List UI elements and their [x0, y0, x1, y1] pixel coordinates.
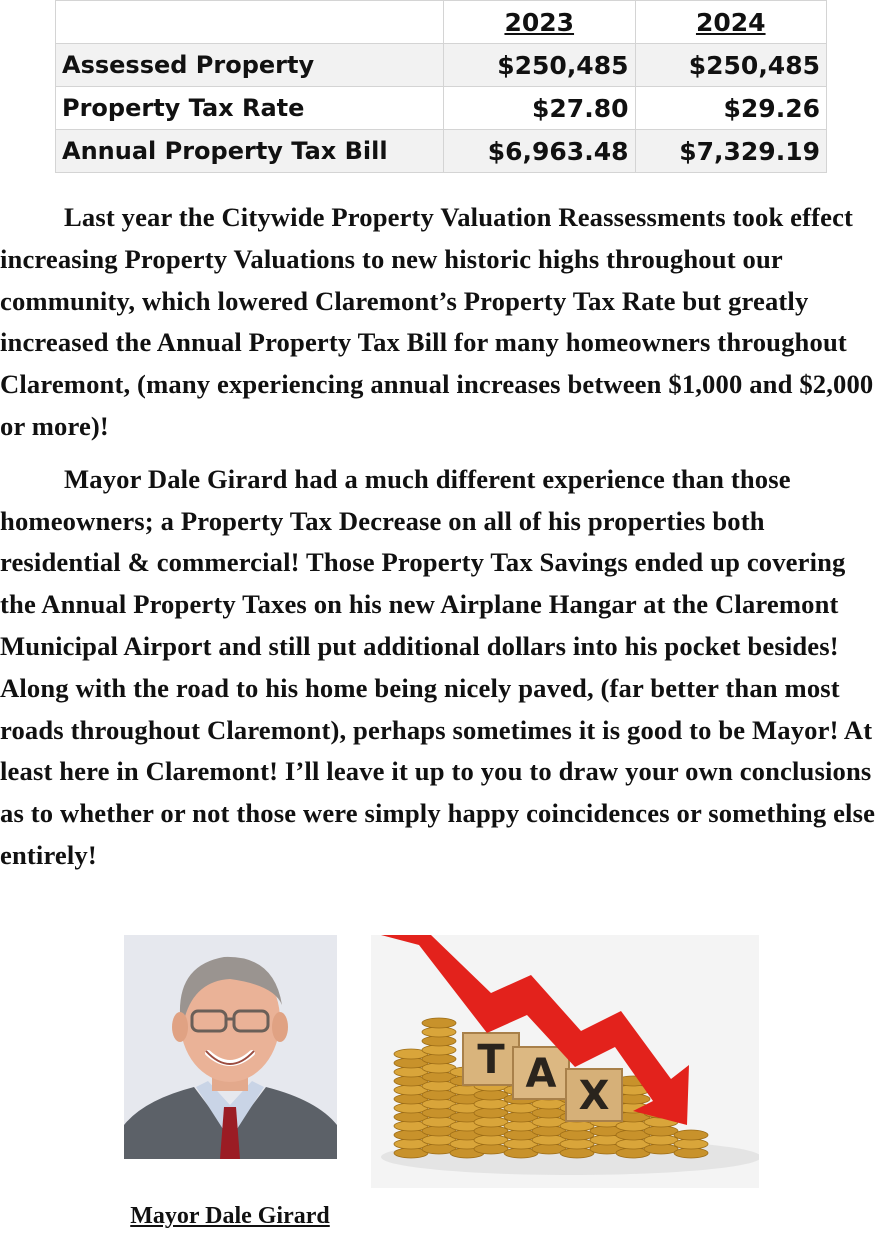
- table-row-assessed-property: [56, 44, 827, 87]
- tax-block-x: [566, 1069, 622, 1121]
- row-label: Annual Property Tax Bill: [56, 130, 444, 173]
- paragraph-mayor: Mayor Dale Girard had a much different experience than those homeowners; a Property Tax Decrease on all of his properties both residential & commercial! Those Property Tax Savings ended up covering the Annual Property Taxes on his new Airplane Hangar at the Claremont Municipal Airport and still put additional dollars into his pocket besides! Along with the road to his home being nicely paved, (far better than most roads throughout Claremont), perhaps sometimes it is good to be Mayor! At least here in Claremont! I’ll leave it up to you to draw your own conclusions as to whether or not those were simply happy coincidences or something else entirely!: [0, 463, 876, 870]
- coin: [422, 1036, 456, 1046]
- svg-text:X: X: [578, 1073, 610, 1119]
- coin: [474, 1090, 508, 1100]
- table-header-row: [56, 1, 827, 44]
- svg-text:T: T: [477, 1037, 505, 1083]
- table-row-property-tax-rate: [56, 87, 827, 130]
- coin: [474, 1126, 508, 1136]
- tax-coins-arrow-illustration: [371, 935, 759, 1188]
- table-header-2024: 2024: [635, 1, 827, 44]
- coin: [560, 1148, 594, 1158]
- coin: [422, 1045, 456, 1055]
- value-2023: $6,963.48: [444, 130, 636, 173]
- mayor-portrait-photo: [124, 935, 337, 1159]
- coin: [474, 1144, 508, 1154]
- portrait-caption: Mayor Dale Girard: [130, 1203, 330, 1229]
- paragraph-reassessment: Last year the Citywide Property Valuation Reassessments took effect increasing Property Valuations to new historic highs throughout our community, which lowered Claremont’s Property Tax Rate but greatly increased the Annual Property Tax Bill for many homeowners throughout Claremont, (many experiencing annual increases between $1,000 and $2,000 or more)!: [0, 202, 874, 441]
- coin: [474, 1135, 508, 1145]
- value-2024: $7,329.19: [635, 130, 827, 173]
- row-label: Assessed Property: [56, 44, 444, 87]
- tax-block-a: [513, 1047, 569, 1099]
- table-header-blank: [56, 1, 444, 44]
- coin: [422, 1018, 456, 1028]
- coin: [560, 1139, 594, 1149]
- value-2023: $250,485: [444, 44, 636, 87]
- coin: [560, 1121, 594, 1131]
- table-header-2023: 2023: [444, 1, 636, 44]
- coin: [422, 1054, 456, 1064]
- coin: [674, 1139, 708, 1149]
- coin: [474, 1117, 508, 1127]
- article-body: [0, 197, 880, 877]
- coin: [474, 1108, 508, 1118]
- coin: [560, 1130, 594, 1140]
- tax-block-t: [463, 1033, 519, 1085]
- portrait-illustration: [124, 935, 337, 1159]
- coin: [674, 1148, 708, 1158]
- table-row-annual-tax-bill: [56, 130, 827, 173]
- coin: [644, 1135, 678, 1145]
- coin: [644, 1126, 678, 1136]
- value-2023: $27.80: [444, 87, 636, 130]
- property-tax-table: [55, 0, 827, 173]
- coin: [644, 1144, 678, 1154]
- tax-decrease-image: [371, 935, 759, 1188]
- value-2024: $29.26: [635, 87, 827, 130]
- row-label: Property Tax Rate: [56, 87, 444, 130]
- value-2024: $250,485: [635, 44, 827, 87]
- coin: [422, 1027, 456, 1037]
- svg-text:A: A: [525, 1051, 557, 1097]
- coin: [674, 1130, 708, 1140]
- coin: [474, 1099, 508, 1109]
